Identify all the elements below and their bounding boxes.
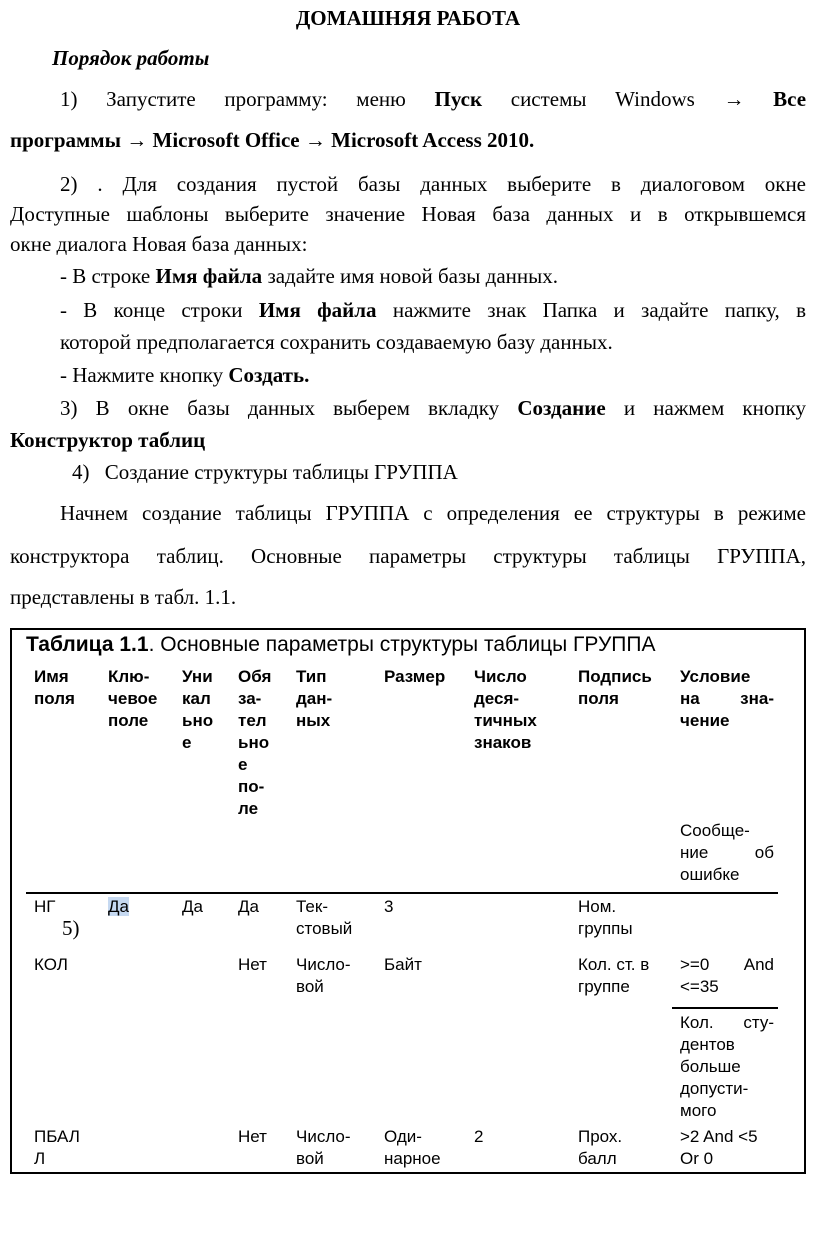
table-row-1-required: Да — [238, 897, 259, 916]
table-row-3-decimals: 2 — [474, 1127, 484, 1146]
step-1-line-2: программы → Microsoft Office → Microsoft Access 2010. — [10, 128, 535, 152]
table-row-2-caption: Кол. ст. в группе — [578, 955, 650, 996]
table-row-2-condition: >=0 And <=35 — [680, 955, 774, 996]
step-2-bullet-2-line-2: которой предполагается сохранить создаваемую базу данных. — [60, 330, 613, 354]
table-row-2-type: Число- вой — [296, 955, 351, 996]
step-2-bullet-1: - В строке Имя файла задайте имя новой базы данных. — [60, 264, 558, 288]
table-row-3-condition: >2 And <5 Or 0 — [680, 1127, 758, 1168]
table-row-3-required: Нет — [238, 1127, 267, 1146]
paragraph-line-2: конструктора таблиц. Основные параметры структуры таблицы ГРУППА, — [10, 544, 806, 568]
header-unique: Уни кал ьно е — [182, 667, 214, 752]
table-row-1-unique: Да — [182, 897, 203, 916]
table-row-2-size: Байт — [384, 955, 422, 974]
step-2-bullet-3: - Нажмите кнопку Создать. — [60, 363, 310, 387]
table-row-1-size: 3 — [384, 897, 394, 916]
document-title: ДОМАШНЯЯ РАБОТА — [295, 6, 521, 30]
header-decimals: Число деся- тичных знаков — [474, 667, 537, 752]
table-row-2-required: Нет — [238, 955, 267, 974]
table-row-2-name: КОЛ — [34, 955, 68, 974]
step-3-line-1: 3) В окне базы данных выберем вкладку Создание и нажмем кнопку — [60, 396, 806, 420]
stray-list-number: 5) — [62, 916, 80, 940]
step-3-number: 3) — [60, 396, 78, 420]
header-size: Размер — [384, 667, 446, 686]
step-4-number: 4) — [72, 460, 90, 484]
table-row-2-error-message: Кол. сту- дентов больше допусти- мого — [680, 1013, 774, 1120]
header-divider — [26, 892, 778, 894]
step-4-line: 4) Создание структуры таблицы ГРУППА — [72, 460, 458, 484]
step-1-number: 1) — [60, 87, 78, 111]
table-row-1-name: НГ — [34, 897, 56, 916]
header-data-type: Тип дан- ных — [296, 667, 333, 730]
header-key-field: Клю- чевое поле — [108, 667, 158, 730]
header-caption: Подпись поля — [578, 667, 652, 708]
header-error-message: Сообще- ние об ошибке — [680, 821, 774, 884]
table-row-1-key: Да — [108, 897, 129, 916]
header-required: Обя за- тел ьно е по- ле — [238, 667, 272, 818]
document-subtitle: Порядок работы — [52, 46, 210, 70]
table-row-3-type: Число- вой — [296, 1127, 351, 1168]
step-2-bullet-2: - В конце строки Имя файла нажмите знак Папка и задайте папку, в — [60, 298, 806, 322]
paragraph-line-3: представлены в табл. 1.1. — [10, 585, 237, 609]
table-row-1-type: Тек- стовый — [296, 897, 353, 938]
step-3-line-2: Конструктор таблиц — [10, 428, 206, 452]
table-row-1-caption: Ном. группы — [578, 897, 633, 938]
step-2-line-1: 2) . Для создания пустой базы данных выберите в диалоговом окне — [60, 172, 807, 196]
table-row-3-caption: Прох. балл — [578, 1127, 623, 1168]
condition-divider — [672, 1007, 778, 1009]
table-figure — [10, 628, 806, 1174]
header-field-name: Имя поля — [34, 667, 75, 708]
step-1-line-1: 1) Запустите программу: меню Пуск системы Windows → Все — [60, 87, 807, 111]
header-condition: Условие на зна- чение — [680, 667, 774, 730]
table-row-3-name: ПБАЛ Л — [34, 1127, 80, 1168]
paragraph-line-1: Начнем создание таблицы ГРУППА с определения ее структуры в режиме — [60, 501, 806, 525]
step-2-line-3: окне диалога Новая база данных: — [10, 232, 308, 256]
table-caption: Таблица 1.1. Основные параметры структуры таблицы ГРУППА — [26, 633, 656, 656]
table-row-3-size: Оди- нарное — [384, 1127, 441, 1168]
step-2-number: 2) . — [60, 172, 103, 196]
step-2-line-2: Доступные шаблоны выберите значение Новая база данных и в открывшемся — [10, 202, 806, 226]
